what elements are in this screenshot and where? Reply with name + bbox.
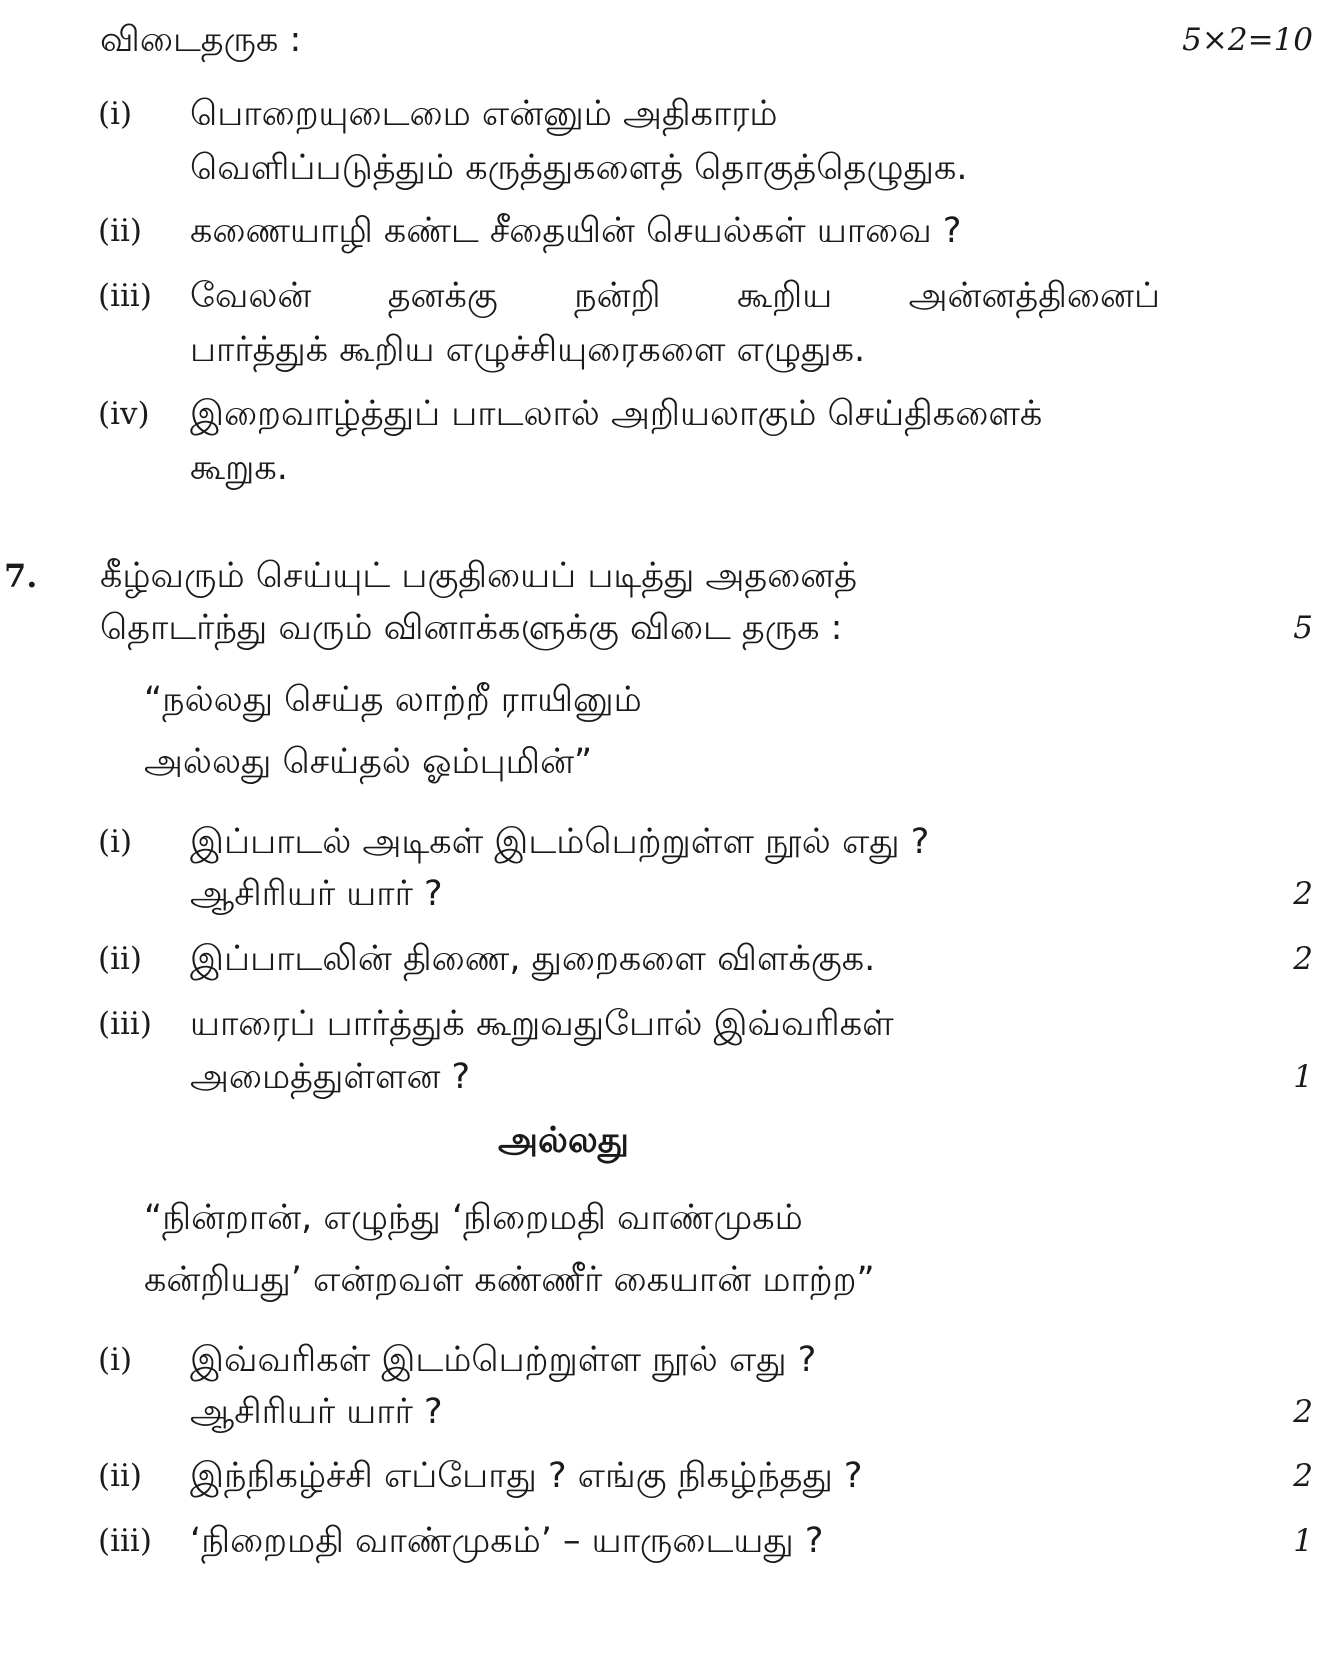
q7a-item-2-line-1: இப்பாடலின் திணை, துறைகளை விளக்குக. <box>190 939 876 979</box>
q7b-item-2-line-1: இந்நிகழ்ச்சி எப்போது ? எங்கு நிகழ்ந்தது ? <box>190 1456 863 1496</box>
q7a-item-1-line-1: இப்பாடல் அடிகள் இடம்பெற்றுள்ள நூல் எது ? <box>190 822 930 862</box>
q7-verse-b-line-1: “நின்றான், எழுந்து ‘நிறைமதி வாண்முகம் <box>144 1198 803 1238</box>
q6-item-3-line-2: பார்த்துக் கூறிய எழுச்சியுரைகளை எழுதுக. <box>190 330 866 370</box>
clipped-previous-line <box>100 0 1240 8</box>
q7-instruction-line-2: தொடர்ந்து வரும் வினாக்களுக்கு விடை தருக : <box>100 608 843 648</box>
q7b-item-3-mark: 1 <box>1293 1523 1313 1559</box>
q6-item-2-number: (ii) <box>98 213 143 249</box>
q7-number: 7. <box>4 557 38 595</box>
q6-item-2-line-1: கணையாழி கண்ட சீதையின் செயல்கள் யாவை ? <box>190 211 962 251</box>
q6-marks: 5×2=10 <box>1182 22 1313 58</box>
q7a-item-2-mark: 2 <box>1293 941 1313 977</box>
q7-instruction-line-1: கீழ்வரும் செய்யுட் பகுதியைப் படித்து அதனைத் <box>100 556 858 596</box>
q7a-item-3-line-1: யாரைப் பார்த்துக் கூறுவதுபோல் இவ்வரிகள் <box>190 1004 894 1044</box>
q7a-item-3-mark: 1 <box>1293 1059 1313 1095</box>
q7a-item-2-number: (ii) <box>98 941 143 977</box>
q7b-item-2-number: (ii) <box>98 1458 143 1494</box>
q7a-item-3-line-2: அமைத்துள்ளன ? <box>190 1057 471 1097</box>
q7b-item-3-line-1: ‘நிறைமதி வாண்முகம்’ – யாருடையது ? <box>190 1521 824 1561</box>
q7b-item-1-number: (i) <box>98 1342 133 1378</box>
q6-item-1-line-1: பொறையுடைமை என்னும் அதிகாரம் <box>190 94 778 134</box>
or-heading: அல்லது <box>498 1120 629 1161</box>
q6-item-1-line-2: வெளிப்படுத்தும் கருத்துகளைத் தொகுத்தெழுதுக. <box>190 148 968 188</box>
q7a-item-1-number: (i) <box>98 824 133 860</box>
q6-item-1-number: (i) <box>98 96 133 132</box>
q7-verse-a-line-2: அல்லது செய்தல் ஓம்புமின்” <box>144 742 593 782</box>
q6-item-3-line-1: வேலன் தனக்கு நன்றி கூறிய அன்னத்தினைப் <box>190 276 1160 316</box>
q7a-item-1-line-2: ஆசிரியர் யார் ? <box>190 874 443 914</box>
q6-item-4-number: (iv) <box>98 396 150 432</box>
q7b-item-1-mark: 2 <box>1293 1394 1313 1430</box>
q7a-item-3-number: (iii) <box>98 1006 152 1042</box>
q6-item-4-line-2: கூறுக. <box>190 448 288 488</box>
q7b-item-3-number: (iii) <box>98 1523 152 1559</box>
q6-instruction: விடைதருக : <box>100 20 302 60</box>
q7-verse-b-line-2: கன்றியது’ என்றவள் கண்ணீர் கையான் மாற்ற” <box>144 1260 875 1300</box>
q6-item-4-line-1: இறைவாழ்த்துப் பாடலால் அறியலாகும் செய்திகளைக் <box>190 394 1043 434</box>
q7a-item-1-mark: 2 <box>1293 876 1313 912</box>
q7b-item-1-line-1: இவ்வரிகள் இடம்பெற்றுள்ள நூல் எது ? <box>190 1340 817 1380</box>
q7-verse-a-line-1: “நல்லது செய்த லாற்றீ ராயினும் <box>144 680 642 720</box>
q7-marks: 5 <box>1293 610 1313 646</box>
q7b-item-1-line-2: ஆசிரியர் யார் ? <box>190 1392 443 1432</box>
q6-item-3-number: (iii) <box>98 278 152 314</box>
q7b-item-2-mark: 2 <box>1293 1458 1313 1494</box>
